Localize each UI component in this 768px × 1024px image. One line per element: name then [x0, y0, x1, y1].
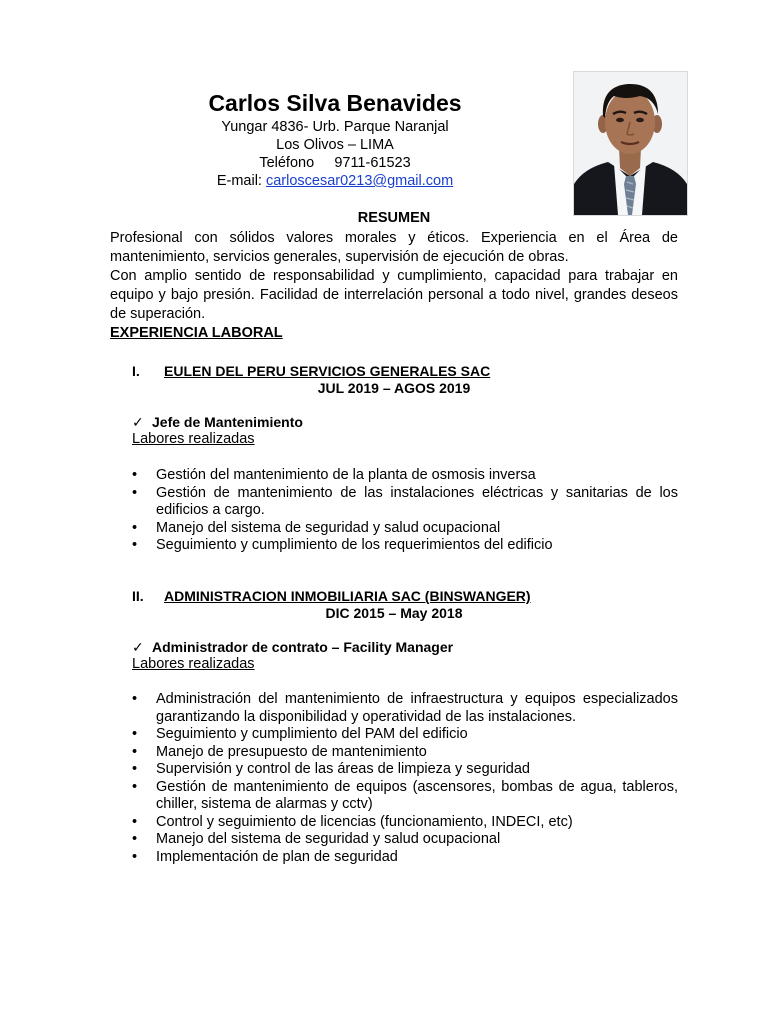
phone-number: 9711-61523: [334, 155, 411, 171]
list-item: • Supervisión y control de las áreas de limpieza y seguridad: [132, 761, 530, 777]
job-1-role: [132, 414, 303, 431]
person-name: Carlos Silva Benavides: [208, 90, 462, 116]
email-line: [150, 172, 520, 190]
experience-title: EXPERIENCIA LABORAL: [110, 325, 283, 341]
job-1-dates: JUL 2019 – AGOS 2019: [317, 380, 471, 396]
job-2-dates: DIC 2015 – May 2018: [325, 605, 463, 621]
job-1-duties: [132, 467, 678, 555]
list-item: • Gestión de mantenimiento de las instalaciones eléctricas y sanitarias de los edificios a cargo.: [132, 484, 678, 518]
job-2-labores-label: Labores realizadas: [132, 656, 255, 672]
resume-header: [150, 88, 520, 190]
summary-title: RESUMEN: [357, 210, 431, 226]
bullet-icon: •: [132, 519, 138, 536]
bullet-icon: •: [132, 743, 138, 760]
email-link[interactable]: carloscesar0213@gmail.com: [265, 173, 454, 189]
list-item: • Gestión de mantenimiento de equipos (ascensores, bombas de agua, tableros, chiller, sistema de alarmas y cctv): [132, 778, 678, 812]
list-item: • Administración del mantenimiento de infraestructura y equipos especializados garantizando la disponibilidad y operatividad de las instalaciones.: [132, 691, 678, 725]
job-1-role-title: Jefe de Mantenimiento: [152, 414, 303, 430]
list-item: • Manejo del sistema de seguridad y salud ocupacional: [132, 519, 501, 536]
job-1-labores-label: Labores realizadas: [132, 431, 255, 447]
job-2-role: [132, 639, 453, 656]
job-2-duties: [132, 691, 678, 866]
list-item: • Seguimiento y cumplimiento del PAM del edificio: [132, 726, 468, 742]
job-1-company-name: EULEN DEL PERU SERVICIOS GENERALES SAC: [164, 363, 491, 379]
checkmark-icon: ✓: [132, 414, 144, 430]
checkmark-icon: ✓: [132, 639, 144, 655]
address-line-1: Yungar 4836- Urb. Parque Naranjal: [221, 119, 449, 135]
email-label: E-mail:: [216, 173, 262, 189]
phone-line: [150, 154, 520, 172]
bullet-icon: •: [132, 537, 138, 553]
job-2-company-name: ADMINISTRACION INMOBILIARIA SAC (BINSWANGER): [164, 588, 531, 604]
job-1-number: I.: [132, 363, 140, 379]
summary-paragraph-1: Profesional con sólidos valores morales y éticos. Experiencia en el Área de mantenimiento, servicios generales, supervisión de ejecución de obras.: [110, 230, 678, 265]
list-item: • Manejo de presupuesto de mantenimiento: [132, 743, 427, 760]
bullet-icon: •: [132, 848, 138, 865]
address-line-2: Los Olivos – LIMA: [276, 137, 394, 153]
bullet-icon: •: [132, 484, 138, 501]
profile-photo: [573, 71, 688, 216]
list-item: • Manejo del sistema de seguridad y salud ocupacional: [132, 831, 501, 847]
bullet-icon: •: [132, 726, 138, 742]
summary-paragraph-2: Con amplio sentido de responsabilidad y cumplimiento, capacidad para trabajar en equipo y bajo presión. Facilidad de interrelación personal a todo nivel, grandes deseos de superación.: [110, 268, 678, 322]
bullet-icon: •: [132, 467, 138, 483]
list-item: • Seguimiento y cumplimiento de los requerimientos del edificio: [132, 537, 553, 553]
list-item: • Gestión del mantenimiento de la planta de osmosis inversa: [132, 467, 536, 483]
job-2-role-title: Administrador de contrato – Facility Manager: [152, 639, 454, 655]
list-item: • Control y seguimiento de licencias (funcionamiento, INDECI, etc): [132, 813, 573, 830]
bullet-icon: •: [132, 691, 138, 707]
bullet-icon: •: [132, 831, 138, 847]
bullet-icon: •: [132, 761, 138, 777]
profile-photo-image: [574, 72, 687, 215]
phone-label: Teléfono: [259, 155, 315, 171]
bullet-icon: •: [132, 778, 138, 795]
bullet-icon: •: [132, 813, 138, 830]
list-item: • Implementación de plan de seguridad: [132, 848, 398, 865]
summary-text: [110, 229, 678, 324]
job-2-number: II.: [132, 588, 144, 604]
